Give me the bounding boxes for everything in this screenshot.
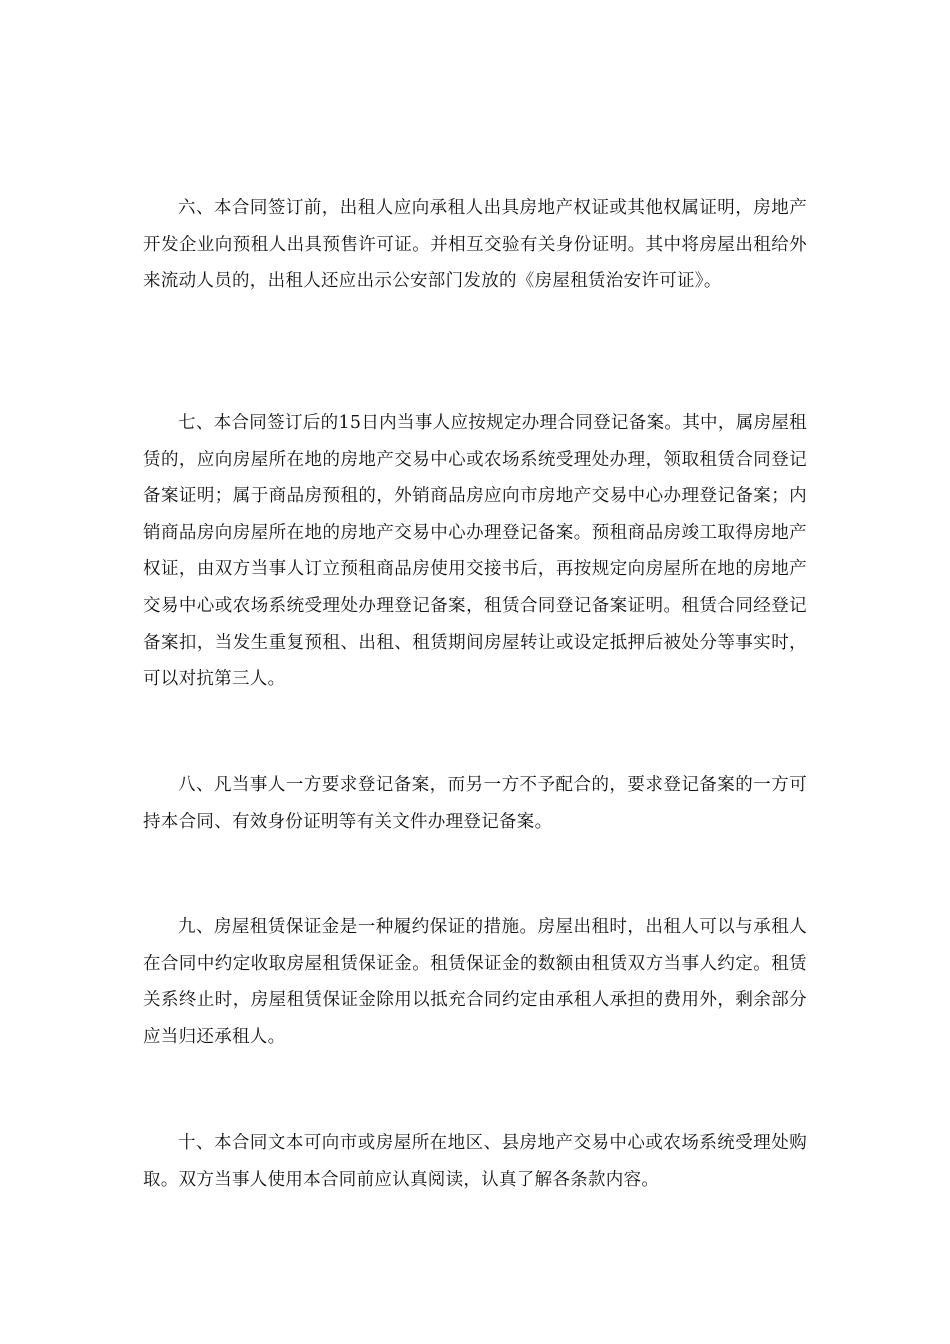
clause-seven-paragraph: 七、本合同签订后的15日内当事人应按规定办理合同登记备案。其中，属房屋租赁的，应向房屋所在地的房地产交易中心或农场系统受理处办理，领取租赁合同登记备案证明；属于商品房预租的，外销商品房应向市房地产交易中心办理登记备案；内销商品房向房屋所在地的房地产交易中心办理登记备案。预租商品房竣工取得房地产权证，由双方当事人订立预租商品房使用交接书后，再按规定向房屋所在地的房地产交易中心或农场系统受理处办理登记备案，租赁合同登记备案证明。租赁合同经登记备案扣，当发生重复预租、出租、租赁期间房屋转让或设定抵押后被处分等事实时，可以对抗第三人。 xyxy=(143,413,807,690)
clause-eight-paragraph: 八、凡当事人一方要求登记备案，而另一方不予配合的，要求登记备案的一方可持本合同、有效身份证明等有关文件办理登记备案。 xyxy=(143,775,807,832)
clause-nine-paragraph: 九、房屋租赁保证金是一种履约保证的措施。房屋出租时，出租人可以与承租人在合同中约定收取房屋租赁保证金。租赁保证金的数额由租赁双方当事人约定。租赁关系终止时，房屋租赁保证金除用以抵充合同约定由承租人承担的费用外，剩余部分应当归还承租人。 xyxy=(143,917,807,1047)
clause-ten-paragraph: 十、本合同文本可向市或房屋所在地区、县房地产交易中心或农场系统受理处购取。双方当事人使用本合同前应认真阅读，认真了解各条款内容。 xyxy=(143,1133,807,1190)
clause-six-paragraph: 六、本合同签订前，出租人应向承租人出具房地产权证或其他权属证明，房地产开发企业向预租人出具预售许可证。并相互交验有关身份证明。其中将房屋出租给外来流动人员的，出租人还应出示公安部门发放的《房屋租赁治安许可证》。 xyxy=(143,198,807,292)
